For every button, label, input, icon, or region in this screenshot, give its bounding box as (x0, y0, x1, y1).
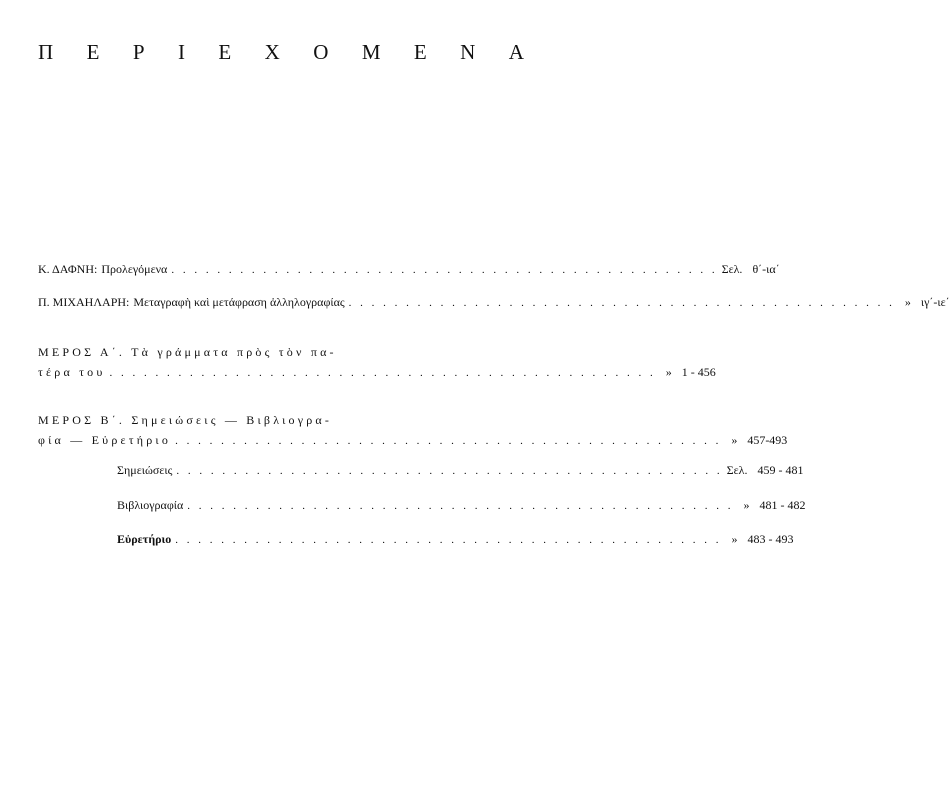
toc-subentry-notes (117, 460, 804, 481)
dot-leader: . . . . . . . . . . . . . . . . . . . . . . . . . . . . . . . . . . . . . . . . . . . . . . . . (348, 297, 895, 309)
page-range: θ΄-ια΄ (752, 262, 780, 276)
page-ref-label: » (904, 295, 911, 309)
toc-row (117, 495, 806, 516)
entry-author: Π. ΜΙΧΑΗΛΑΡΗ: (38, 295, 130, 309)
page-range: ιγ΄-ιε΄ (920, 295, 950, 309)
toc-entry-dafni (38, 259, 780, 280)
toc-entry-part-b (38, 410, 788, 451)
toc-row (38, 259, 780, 280)
title-letter: Ν (460, 40, 476, 64)
toc-subentry-bibliography (117, 495, 806, 516)
toc-entry-part-a (38, 342, 716, 383)
title-letter: Ι (177, 40, 185, 64)
title-letter: Ρ (132, 40, 145, 64)
subentry-label: Βιβλιογραφία (117, 498, 184, 512)
page-ref-label: » (731, 433, 738, 447)
dot-leader: . . . . . . . . . . . . . . . . . . . . . . . . . . . . . . . . . . . . . . . . . . . . . . . . (176, 465, 723, 477)
toc-row (117, 460, 804, 481)
page-title (38, 40, 524, 65)
title-letter: Ε (413, 40, 427, 64)
title-letter: Ε (86, 40, 100, 64)
subentry-label: Σημειώσεις (117, 463, 173, 477)
part-heading: ΜΕΡΟΣ Β΄. Σημειώσεις — Βιβλιογρα- (38, 413, 333, 427)
page-range: 481 - 482 (759, 498, 806, 512)
part-heading-continued: φία — Εὐρετήριο (38, 433, 172, 447)
page-ref-label: » (731, 532, 738, 546)
toc-subentry-index (117, 529, 794, 550)
part-heading: ΜΕΡΟΣ Α΄. Τὰ γράμματα πρὸς τὸν πα- (38, 345, 337, 359)
entry-text: Προλεγόμενα (101, 262, 168, 276)
page-ref-label: Σελ. (726, 463, 748, 477)
page-range: 459 - 481 (757, 463, 804, 477)
title-letter: Ε (218, 40, 232, 64)
page-ref-label: » (743, 498, 750, 512)
title-letter: Χ (264, 40, 280, 64)
title-letter: Μ (361, 40, 381, 64)
toc-row (38, 342, 524, 362)
toc-row (38, 410, 524, 430)
dot-leader: . . . . . . . . . . . . . . . . . . . . . . . . . . . . . . . . . . . . . . . . . . . . . . . . (175, 435, 722, 447)
page-ref-label: » (665, 365, 672, 379)
title-letter: Π (38, 40, 54, 64)
dot-leader: . . . . . . . . . . . . . . . . . . . . . . . . . . . . . . . . . . . . . . . . . . . . . . . . (175, 534, 722, 546)
page-ref-label: Σελ. (721, 262, 743, 276)
dot-leader: . . . . . . . . . . . . . . . . . . . . . . . . . . . . . . . . . . . . . . . . . . . . . . . . (109, 367, 656, 379)
entry-author: Κ. ΔΑΦΝΗ: (38, 262, 98, 276)
toc-row (38, 292, 950, 313)
dot-leader: . . . . . . . . . . . . . . . . . . . . . . . . . . . . . . . . . . . . . . . . . . . . . . . . (187, 500, 734, 512)
toc-row (117, 529, 794, 550)
page-range: 457-493 (747, 433, 788, 447)
toc-row (38, 362, 716, 383)
toc-row (38, 430, 788, 451)
subentry-label: Εὐρετήριο (117, 532, 172, 546)
page-range: 1 - 456 (681, 365, 716, 379)
title-letter: Α (508, 40, 524, 64)
dot-leader: . . . . . . . . . . . . . . . . . . . . . . . . . . . . . . . . . . . . . . . . . . . . . . . . (171, 264, 718, 276)
part-heading-continued: τέρα του (38, 365, 106, 379)
toc-entry-michailari (38, 292, 950, 313)
entry-text: Μεταγραφὴ καὶ μετάφραση ἀλληλογραφίας (133, 295, 345, 309)
page-range: 483 - 493 (747, 532, 794, 546)
title-letter: Ο (313, 40, 329, 64)
